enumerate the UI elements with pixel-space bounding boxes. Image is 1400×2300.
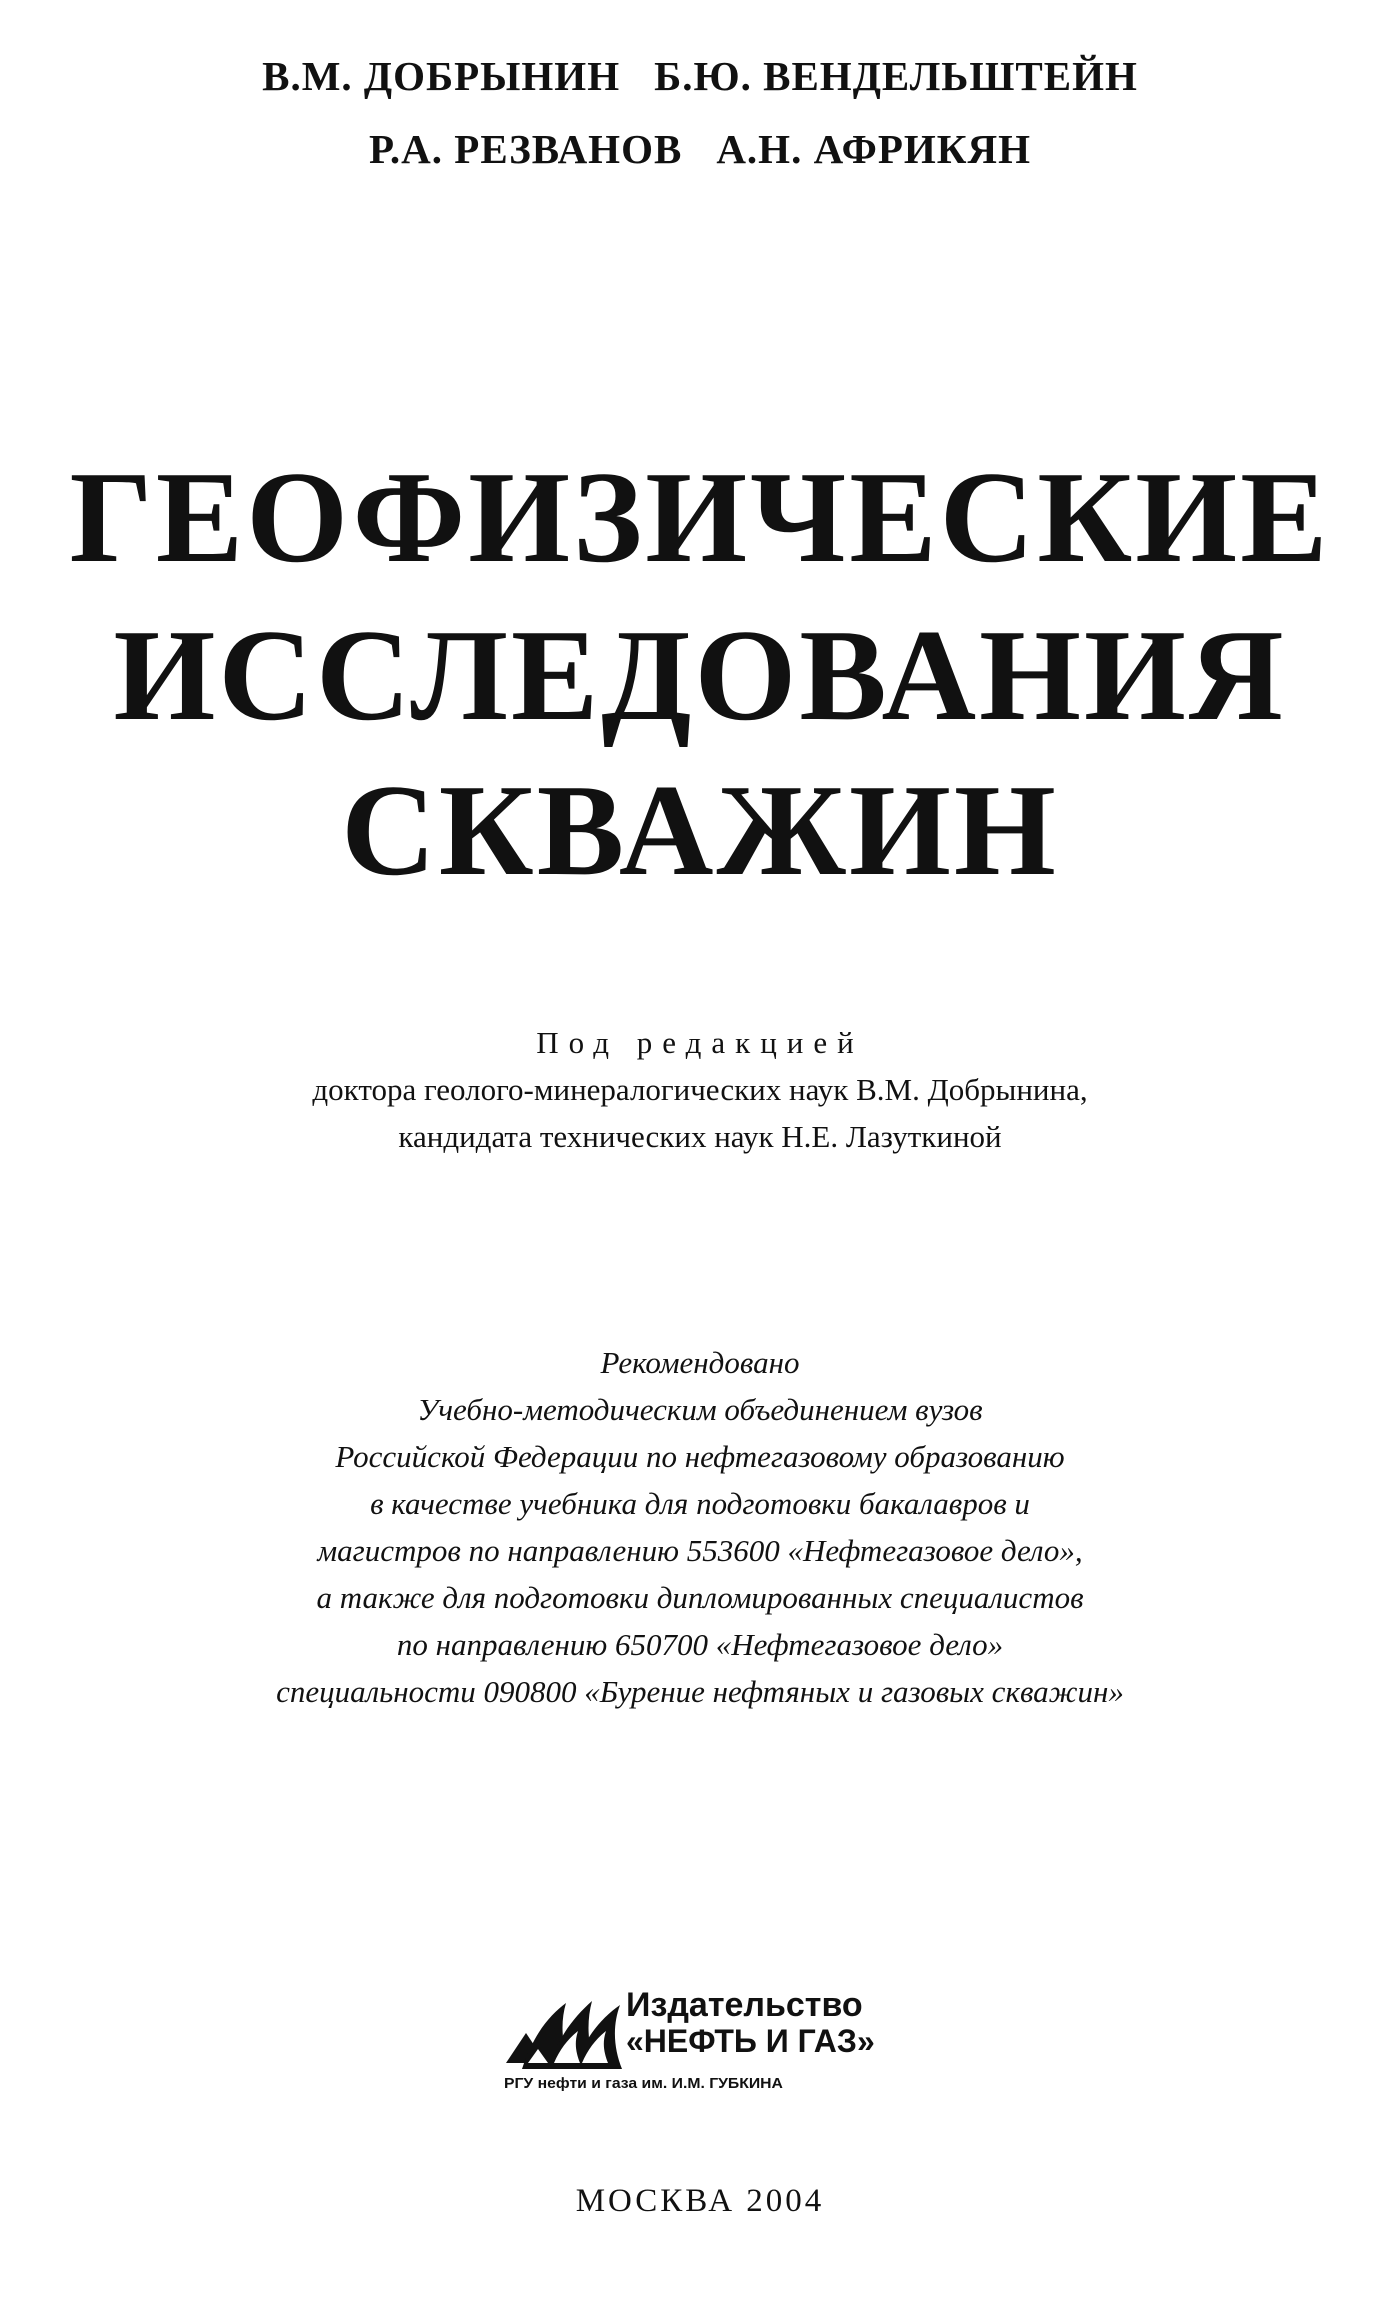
publisher-subline: РГУ нефти и газа им. И.М. ГУБКИНА [504,2075,783,2092]
author-rezvanov: Р.А. РЕЗВАНОВ [369,126,683,172]
recommendation-line-5: магистров по направлению 553600 «Нефтегазовое дело», [317,1533,1083,1568]
editors-line-2: кандидата технических наук Н.Е. Лазуткиной [398,1119,1002,1154]
title-line-3: СКВАЖИН [341,758,1059,903]
recommendation-line-2: Учебно-методическим объединением вузов [417,1392,983,1427]
authors-line-2 [0,125,1400,173]
title-line-2: ИССЛЕДОВАНИЯ [113,603,1287,748]
editors-line-1: доктора геолого-минералогических наук В.М. Добрынина, [312,1072,1088,1107]
author-vendelshtein: Б.Ю. ВЕНДЕЛЬШТЕЙН [654,53,1138,99]
author-dobrynin: В.М. ДОБРЫНИН [262,53,621,99]
publisher-label: Издательство [626,1986,863,2024]
recommendation-line-4: в качестве учебника для подготовки бакалавров и [370,1486,1030,1521]
editors-heading: Под редакцией [536,1025,864,1060]
publisher-logo-icon [504,1993,624,2075]
recommendation-line-1: Рекомендовано [600,1345,800,1380]
author-afrikyan: А.Н. АФРИКЯН [716,126,1031,172]
publisher-block [498,1975,918,2105]
authors-line-1 [0,52,1400,100]
recommendation-line-7: по направлению 650700 «Нефтегазовое дело» [396,1627,1004,1662]
recommendation-line-3: Российской Федерации по нефтегазовому образованию [335,1439,1065,1474]
publisher-brand: «НЕФТЬ И ГАЗ» [626,2023,875,2059]
recommendation-line-8: специальности 090800 «Бурение нефтяных и газовых скважин» [276,1674,1124,1709]
publisher-name [626,1987,875,2059]
recommendation-line-6: а также для подготовки дипломированных специалистов [316,1580,1084,1615]
title-line-1: ГЕОФИЗИЧЕСКИЕ [69,445,1331,590]
imprint-city-year: МОСКВА 2004 [575,2183,825,2219]
